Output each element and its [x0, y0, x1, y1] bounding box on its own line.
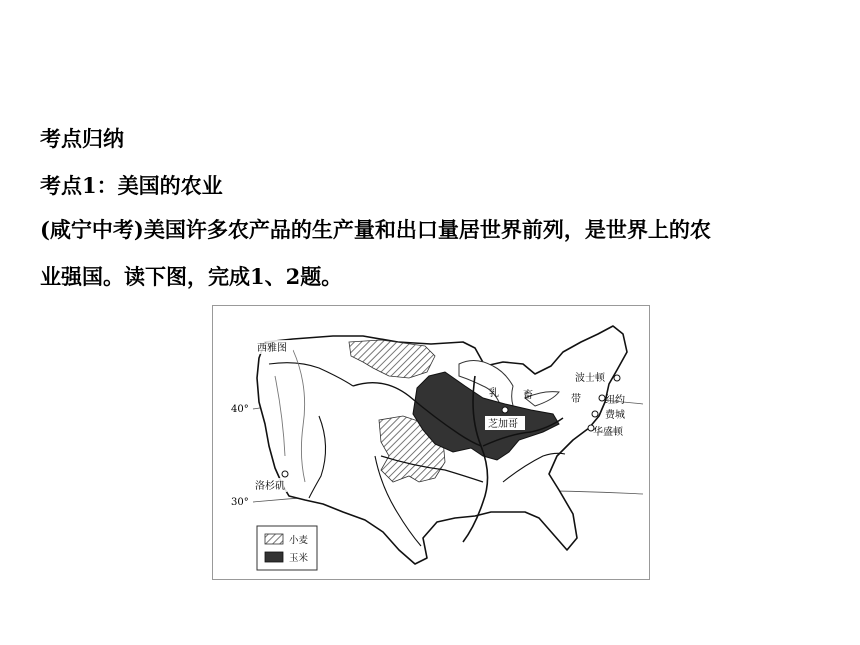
- label-chicago: 芝加哥: [488, 419, 518, 430]
- label-belt-char-3: 带: [571, 394, 581, 405]
- map-figure: [213, 306, 649, 579]
- label-new-york: 纽约: [605, 395, 625, 406]
- label-philadelphia: 费城: [605, 410, 625, 421]
- label-latitude-30: 30°: [231, 497, 249, 508]
- usa-agriculture-map: [212, 305, 650, 580]
- label-boston: 波士顿: [575, 373, 605, 384]
- label-washington: 华盛顿: [593, 427, 623, 438]
- label-los-angeles: 洛杉矶: [255, 481, 285, 492]
- city-philadelphia-marker: [592, 411, 598, 417]
- section-heading: 考点归纳: [40, 126, 124, 151]
- legend-label-wheat: 小麦: [289, 535, 309, 546]
- topic-heading: 考点1：美国的农业: [40, 173, 223, 198]
- map-legend: [257, 526, 317, 570]
- legend-swatch-corn: [265, 552, 283, 562]
- label-belt-char-2: 畜: [523, 390, 533, 401]
- city-los-angeles-marker: [282, 471, 288, 477]
- label-latitude-40: 40°: [231, 404, 249, 415]
- question-text-line-1: (咸宁中考)美国许多农产品的生产量和出口量居世界前列，是世界上的农: [40, 217, 711, 242]
- legend-swatch-wheat: [265, 534, 283, 544]
- legend-label-corn: 玉米: [289, 553, 309, 564]
- city-boston-marker: [614, 375, 620, 381]
- question-text-line-2: 业强国。读下图，完成1、2题。: [40, 264, 343, 289]
- label-belt-char-1: 乳: [489, 388, 499, 399]
- label-seattle: 西雅图: [257, 343, 287, 354]
- city-chicago-marker: [502, 407, 508, 413]
